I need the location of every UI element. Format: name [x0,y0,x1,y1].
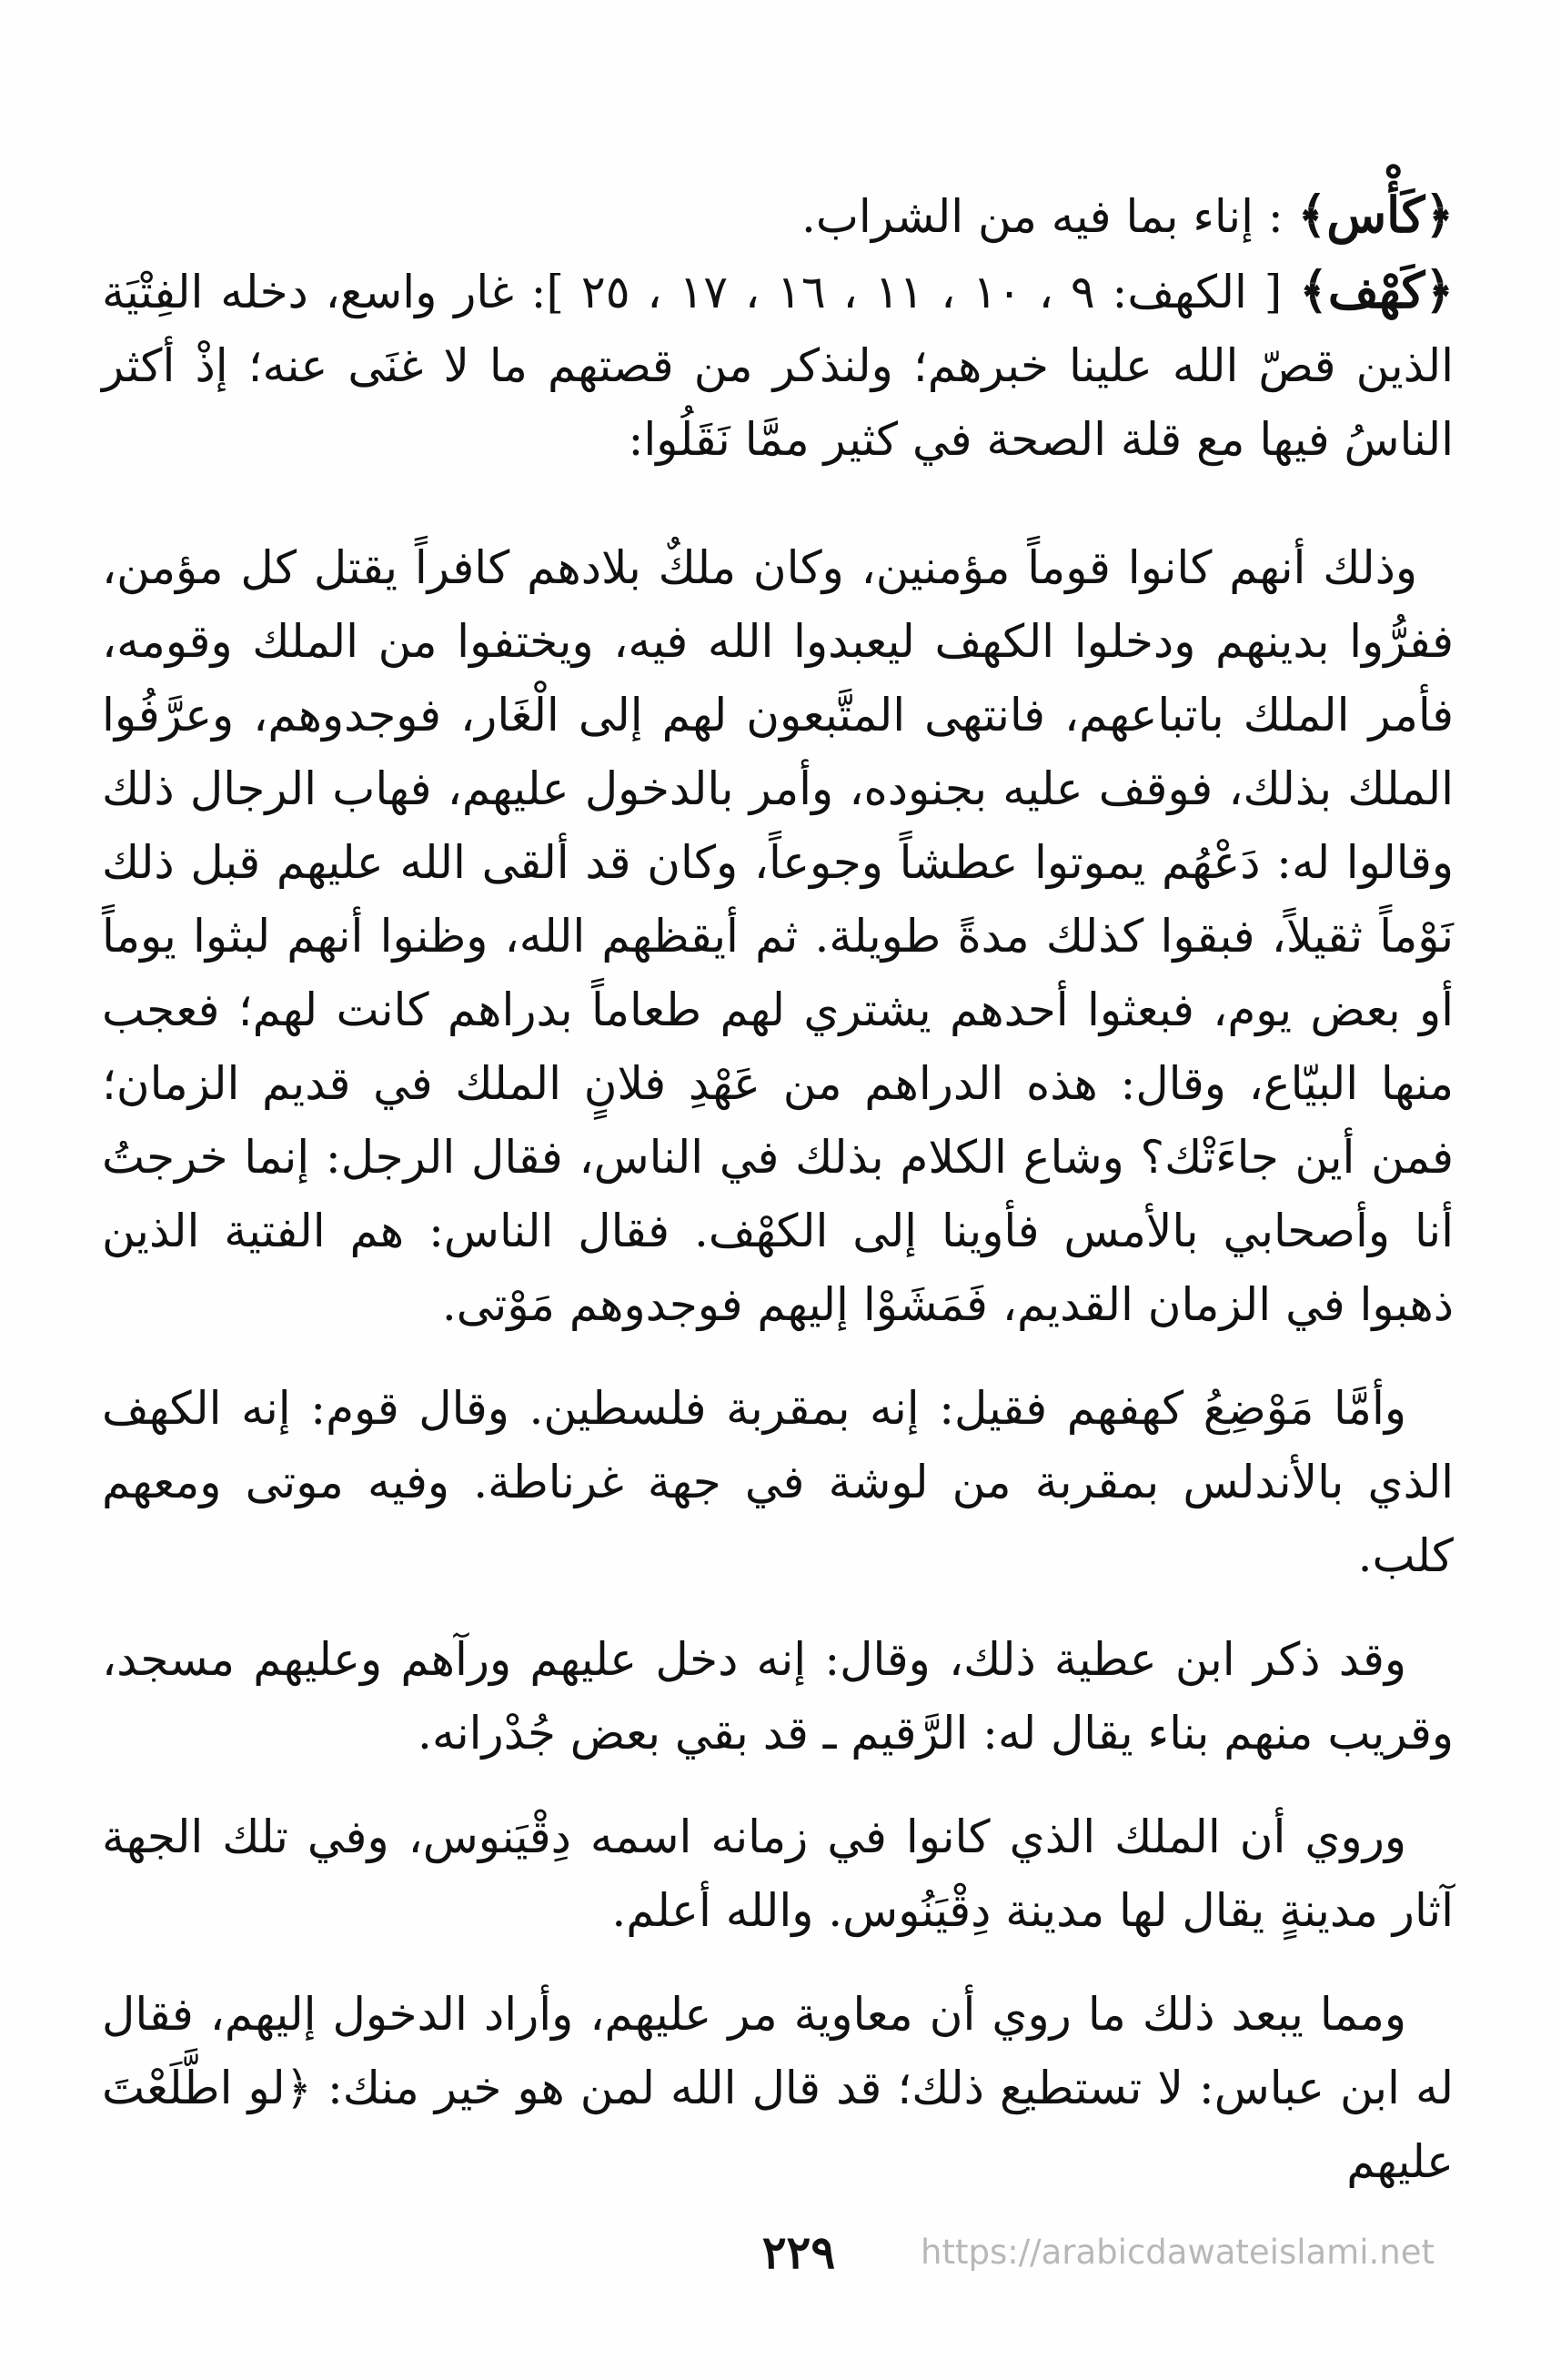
entry-head: ﴿كَأْس﴾ [1297,186,1454,244]
page-footer [0,2220,1561,2293]
entry-kahf [102,254,1454,477]
paragraph: وذلك أنهم كانوا قوماً مؤمنين، وكان ملكٌ بلادهم كافراً يقتل كل مؤمن، ففرُّوا بدينهم ودخلوا الكهف ليعبدوا الله فيه، ويختفوا من الملك وقومه، فأمر الملك باتباعهم، فانتهى المتَّبعون لهم إلى الْغَار، فوجدوهم، وعرَّفُوا الملك بذلك، فوقف عليه بجنوده، وأمر بالدخول عليهم، فهاب الرجال ذلك وقالوا له: دَعْهُم يموتوا عطشاً وجوعاً، وكان قد ألقى الله عليهم قبل ذلك نَوْماً ثقيلاً، فبقوا كذلك مدةً طويلة. ثم أيقظهم الله، وظنوا أنهم لبثوا يوماً أو بعض يوم، فبعثوا أحدهم يشتري لهم طعاماً بدراهم كانت لهم؛ فعجب منها البيّاع، وقال: هذه الدراهم من عَهْدِ فلانٍ الملك في قديم الزمان؛ فمن أين جاءَتْك؟ وشاع الكلام بذلك في الناس، فقال الرجل: إنما خرجتُ أنا وأصحابي بالأمس فأوينا إلى الكهْف. فقال الناس: هم الفتية الذين ذهبوا في الزمان القديم، فَمَشَوْا إليهم فوجدوهم مَوْتى. [102,541,1454,1331]
paragraph: وقد ذكر ابن عطية ذلك، وقال: إنه دخل عليهم ورآهم وعليهم مسجد، وقريب منهم بناء يقال له: الرَّقيم ـ قد بقي بعض جُدْرانه. [102,1633,1454,1760]
entry-kas [102,178,1454,254]
page-number: ٢٢٩ [761,2225,836,2279]
entry-text: [ الكهف: ٩ ، ١٠ ، ١١ ، ١٦ ، ١٧ ، ٢٥ ]: غار واسع، دخله الفِتْيَة الذين قصّ الله علينا خبرهم؛ ولنذكر من قصتهم ما لا غنَى عنه؛ إذْ أكثر الناسُ فيها مع قلة الصحة في كثير ممَّا نَقَلُوا: [102,266,1454,466]
entry-head: ﴿كَهْف﴾ [1299,261,1454,319]
entry-text: : إناء بما فيه من الشراب. [801,190,1284,243]
glossary-entries [102,178,1454,477]
body-text [102,531,1454,2229]
paragraph: وروي أن الملك الذي كانوا في زمانه اسمه دِقْيَنوس، وفي تلك الجهة آثار مدينةٍ يقال لها مدينة دِقْيَنُوس. والله أعلم. [102,1810,1454,1937]
watermark-url: https://arabicdawateislami.net [921,2233,1435,2272]
paragraph: ومما يبعد ذلك ما روي أن معاوية مر عليهم، وأراد الدخول إليهم، فقال له ابن عباس: لا تستطيع ذلك؛ قد قال الله لمن هو خير منك: ﴿لو اطَّلَعْتَ عليهم [102,1988,1454,2188]
paragraph: وأمَّا مَوْضِعُ كهفهم فقيل: إنه بمقربة فلسطين. وقال قوم: إنه الكهف الذي بالأندلس بمقربة من لوشة في جهة غرناطة. وفيه موتى ومعهم كلب. [102,1382,1454,1582]
